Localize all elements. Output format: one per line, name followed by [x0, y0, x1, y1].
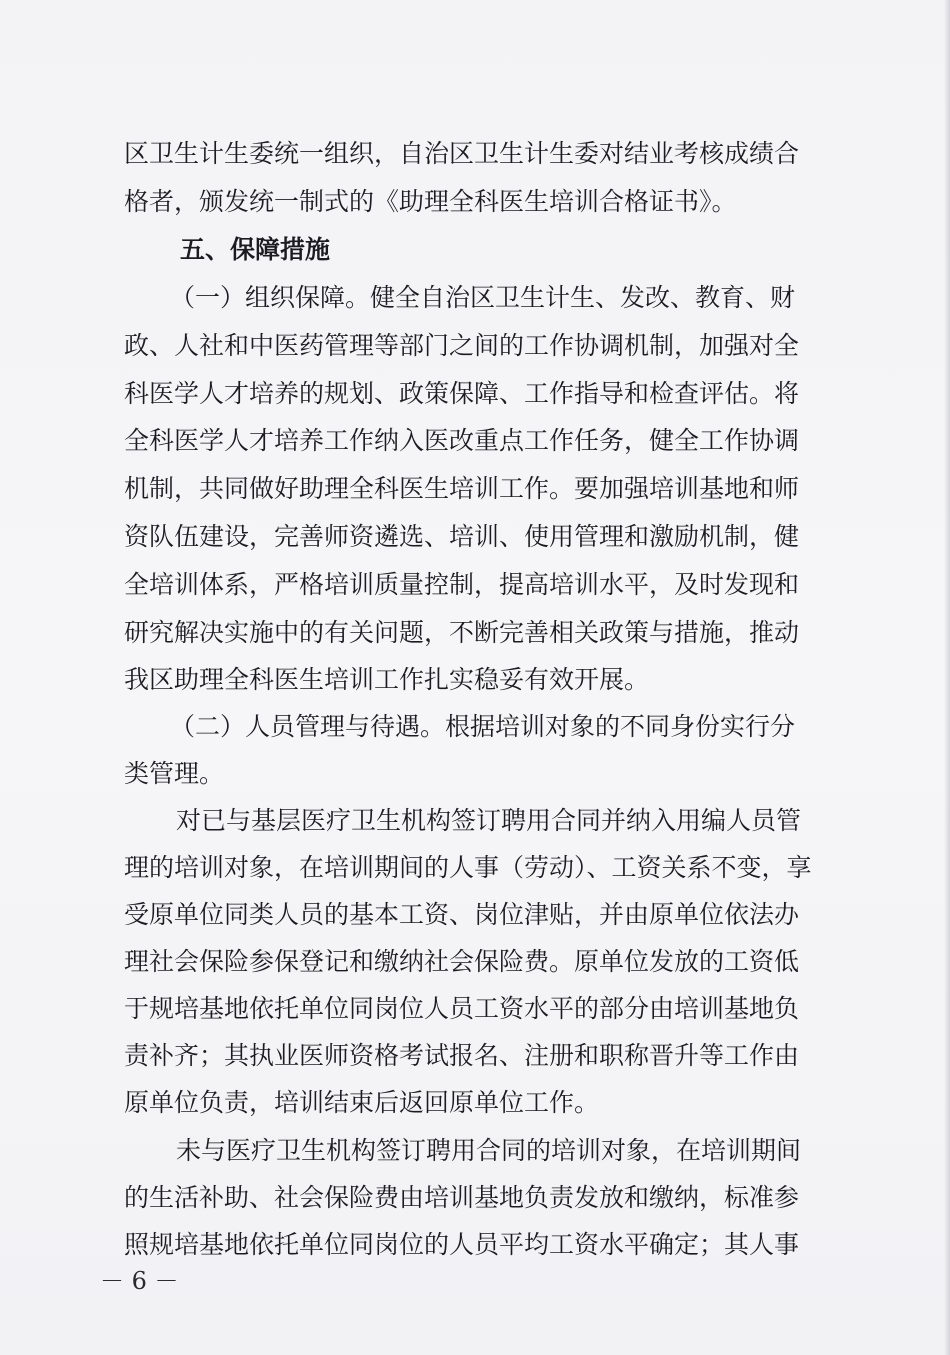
text-line: 科医学人才培养的规划、政策保障、工作指导和检查评估。将 — [124, 379, 800, 408]
page-number: － 6 － — [100, 1267, 179, 1295]
text-line: 资队伍建设，完善师资遴选、培训、使用管理和激励机制，健 — [124, 522, 800, 551]
text-line: 政、人社和中医药管理等部门之间的工作协调机制，加强对全 — [124, 331, 800, 360]
text-line: 区卫生计生委统一组织，自治区卫生计生委对结业考核成绩合 — [124, 139, 800, 168]
text-line: 研究解决实施中的有关问题，不断完善相关政策与措施，推动 — [124, 618, 800, 647]
text-line: 类管理。 — [124, 759, 225, 788]
text-line: 全科医学人才培养工作纳入医改重点工作任务，健全工作协调 — [124, 426, 800, 455]
text-line: （二）人员管理与待遇。根据培训对象的不同身份实行分 — [170, 712, 796, 741]
text-line: 全培训体系，严格培训质量控制，提高培训水平，及时发现和 — [124, 570, 800, 599]
text-line: 理的培训对象，在培训期间的人事（劳动）、工资关系不变，享 — [124, 853, 812, 882]
text-line: 责补齐；其执业医师资格考试报名、注册和职称晋升等工作由 — [124, 1041, 800, 1070]
text-line: 的生活补助、社会保险费由培训基地负责发放和缴纳，标准参 — [124, 1183, 800, 1212]
text-line: 原单位负责，培训结束后返回原单位工作。 — [124, 1088, 600, 1117]
page-edge — [944, 0, 950, 1355]
text-line: 受原单位同类人员的基本工资、岗位津贴，并由原单位依法办 — [124, 900, 800, 929]
text-line: 我区助理全科医生培训工作扎实稳妥有效开展。 — [124, 665, 650, 694]
text-line: （一）组织保障。健全自治区卫生计生、发改、教育、财 — [170, 283, 796, 312]
text-line: 于规培基地依托单位同岗位人员工资水平的部分由培训基地负 — [124, 994, 800, 1023]
text-line: 照规培基地依托单位同岗位的人员平均工资水平确定；其人事 — [124, 1230, 800, 1259]
text-line: 机制，共同做好助理全科医生培训工作。要加强培训基地和师 — [124, 474, 800, 503]
text-line: 理社会保险参保登记和缴纳社会保险费。原单位发放的工资低 — [124, 947, 800, 976]
section-heading: 五、保障措施 — [180, 235, 331, 264]
text-line: 未与医疗卫生机构签订聘用合同的培训对象，在培训期间 — [176, 1136, 802, 1165]
text-line: 对已与基层医疗卫生机构签订聘用合同并纳入用编人员管 — [176, 806, 802, 835]
text-line: 格者，颁发统一制式的《助理全科医生培训合格证书》。 — [124, 187, 737, 216]
